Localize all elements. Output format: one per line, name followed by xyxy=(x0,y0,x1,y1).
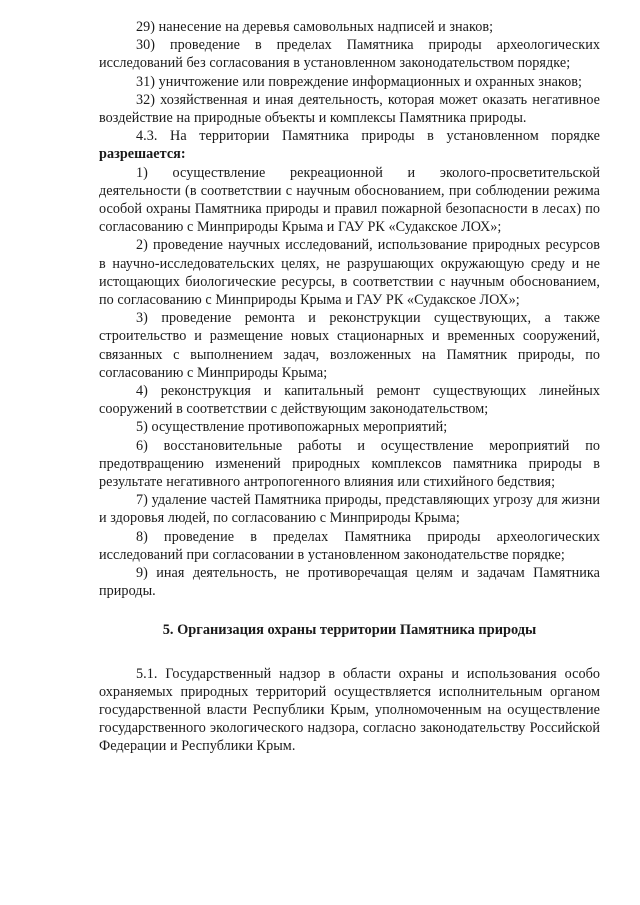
allowed-item-8: 8) проведение в пределах Памятника природы археологических исследований при согласовании в установленном законодательстве порядке; xyxy=(99,528,600,563)
allowed-item-9: 9) иная деятельность, не противоречащая целям и задачам Памятника природы. xyxy=(99,565,600,600)
allowed-item-4: 4) реконструкция и капитальный ремонт существующих линейных сооружений в соответствии с действующим законодательством; xyxy=(99,383,600,418)
section-5-heading: 5. Организация охраны территории Памятника природы xyxy=(162,621,537,638)
list-item-29: 29) нанесение на деревья самовольных надписей и знаков; xyxy=(136,19,494,35)
list-item-31: 31) уничтожение или повреждение информационных и охранных знаков; xyxy=(136,73,583,90)
list-item-32: 32) хозяйственная и иная деятельность, которая может оказать негативное воздействие на природные объекты и комплексы Памятника природы. xyxy=(99,91,600,127)
allowed-item-3: 3) проведение ремонта и реконструкции существующих, а также строительство и размещение новых стационарных и временных сооружений, связанных с выполнением задач, возложенных на Памятник природы, по согласованию с Минприроды Крыма; xyxy=(99,310,600,381)
list-item-30: 30) проведение в пределах Памятника природы археологических исследований без согласования в установленном законодательством порядке; xyxy=(99,37,600,72)
clause-4-3 xyxy=(99,127,600,163)
clause-4-3-intro: 4.3. На территории Памятника природы в установленном порядке xyxy=(136,128,600,145)
section-5-paragraph-1: 5.1. Государственный надзор в области охраны и использования особо охраняемых природных территорий осуществляется исполнительным органом государственной власти Республики Крым, уполномоченным на осуществление государственного экологического надзора, согласно законодательству Российской Федерации и Республики Крым. xyxy=(99,665,600,755)
allowed-item-6: 6) восстановительные работы и осуществление мероприятий по предотвращению изменений природных комплексов памятника природы в результате негативного антропогенного влияния или стихийного бедствия; xyxy=(99,437,600,491)
allowed-item-1: 1) осуществление рекреационной и эколого-просветительской деятельности (в соответствии с научным обоснованием, при соблюдении режима особой охраны Памятника природы и правил пожарной безопасности в лесах) по согласованию с Минприроды Крыма и ГАУ РК «Судакское ЛОХ»; xyxy=(99,164,600,236)
clause-4-3-bold: разрешается: xyxy=(99,146,186,163)
allowed-item-2: 2) проведение научных исследований, использование природных ресурсов в научно-исследовательских целях, не разрушающих окружающую среду и не истощающих биологические ресурсы, в соответствии с научным обоснованием, по согласованию с Минприроды Крыма и ГАУ РК «Судакское ЛОХ»; xyxy=(99,237,600,309)
allowed-item-5: 5) осуществление противопожарных мероприятий; xyxy=(136,419,448,436)
allowed-item-7: 7) удаление частей Памятника природы, представляющих угрозу для жизни и здоровья людей, по согласованию с Минприроды Крыма; xyxy=(99,492,600,527)
